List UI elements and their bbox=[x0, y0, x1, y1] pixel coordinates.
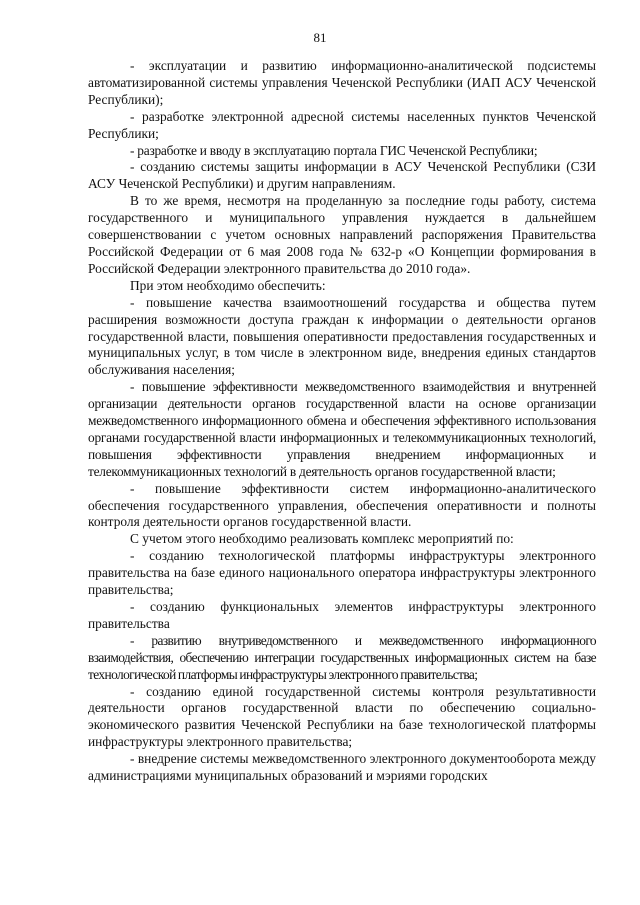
paragraph-document-flow: - внедрение системы межведомственного электронного документооборота между администрациями муниципальных образований и мэриями городских bbox=[88, 751, 596, 784]
paragraph-improvement-need: В то же время, несмотря на проделанную за последние годы работу, система государственного и муниципального управления нуждается в дальнейшем совершенствовании с учетом основных направлений распоряжения Правительства Российской Федерации от 6 мая 2008 года № 632-р «О Концепции формирования в Российской Федерации электронного правительства до 2010 года». bbox=[88, 193, 596, 276]
paragraph-functional-elements: - созданию функциональных элементов инфраструктуры электронного правительства bbox=[88, 599, 596, 631]
paragraph-interagency-efficiency: - повышение эффективности межведомственного взаимодействия и внутренней организации деятельности органов государственной власти на основе организации межведомственного информационного обмена и обеспечения эффективного использования органами государственной власти информационных и телекоммуникационных технологий, повышения эффективности управления внедрением информационных и телекоммуникационных технологий в деятельность органов государственной власти; bbox=[88, 379, 596, 479]
paragraph-gis-portal: - разработке и вводу в эксплуатацию портала ГИС Чеченской Республики; bbox=[130, 142, 538, 158]
page-number: 81 bbox=[313, 30, 327, 45]
paragraph-szi-asu: - созданию системы защиты информации в АСУ Чеченской Республики (СЗИ АСУ Чеченской Республики) и другим направлениям. bbox=[88, 159, 596, 192]
paragraph-quality-relations: - повышение качества взаимоотношений государства и общества путем расширения возможности доступа граждан к информации о деятельности органов государственной власти, повышения оперативности предоставления государственных и муниципальных услуг, в том числе в электронном виде, внедрения единых стандартов обслуживания населения; bbox=[88, 294, 596, 378]
paragraph-interaction-development: - развитию внутриведомственного и межведомственного информационного взаимодействия, обеспечению интеграции государственных информационных систем на базе технологической платформы инфраструктуры электронного правительства; bbox=[88, 632, 596, 682]
paragraph-control-system: - созданию единой государственной системы контроля результативности деятельности органов государственной власти по обеспечению социально-экономического развития Чеченской Республики на базе технологической платформы инфраструктуры электронного правительства; bbox=[88, 683, 596, 750]
paragraph-analytics-efficiency: - повышение эффективности систем информационно-аналитического обеспечения государственного управления, обеспечения оперативности и полноты контроля деятельности органов государственной власти. bbox=[88, 480, 596, 530]
paragraph-iap-asu: - эксплуатации и развитию информационно-аналитической подсистемы автоматизированной системы управления Чеченской Республики (ИАП АСУ Чеченской Республики); bbox=[88, 58, 596, 107]
paragraph-measures-intro: С учетом этого необходимо реализовать комплекс мероприятий по: bbox=[130, 531, 514, 547]
paragraph-tech-platform: - созданию технологической платформы инфраструктуры электронного правительства на базе единого национального оператора инфраструктуры электронного правительства; bbox=[88, 548, 596, 598]
paragraph-address-system: - разработке электронной адресной системы населенных пунктов Чеченской Республики; bbox=[88, 108, 596, 141]
paragraph-ensure-intro: При этом необходимо обеспечить: bbox=[130, 277, 326, 293]
document-body bbox=[88, 58, 596, 785]
